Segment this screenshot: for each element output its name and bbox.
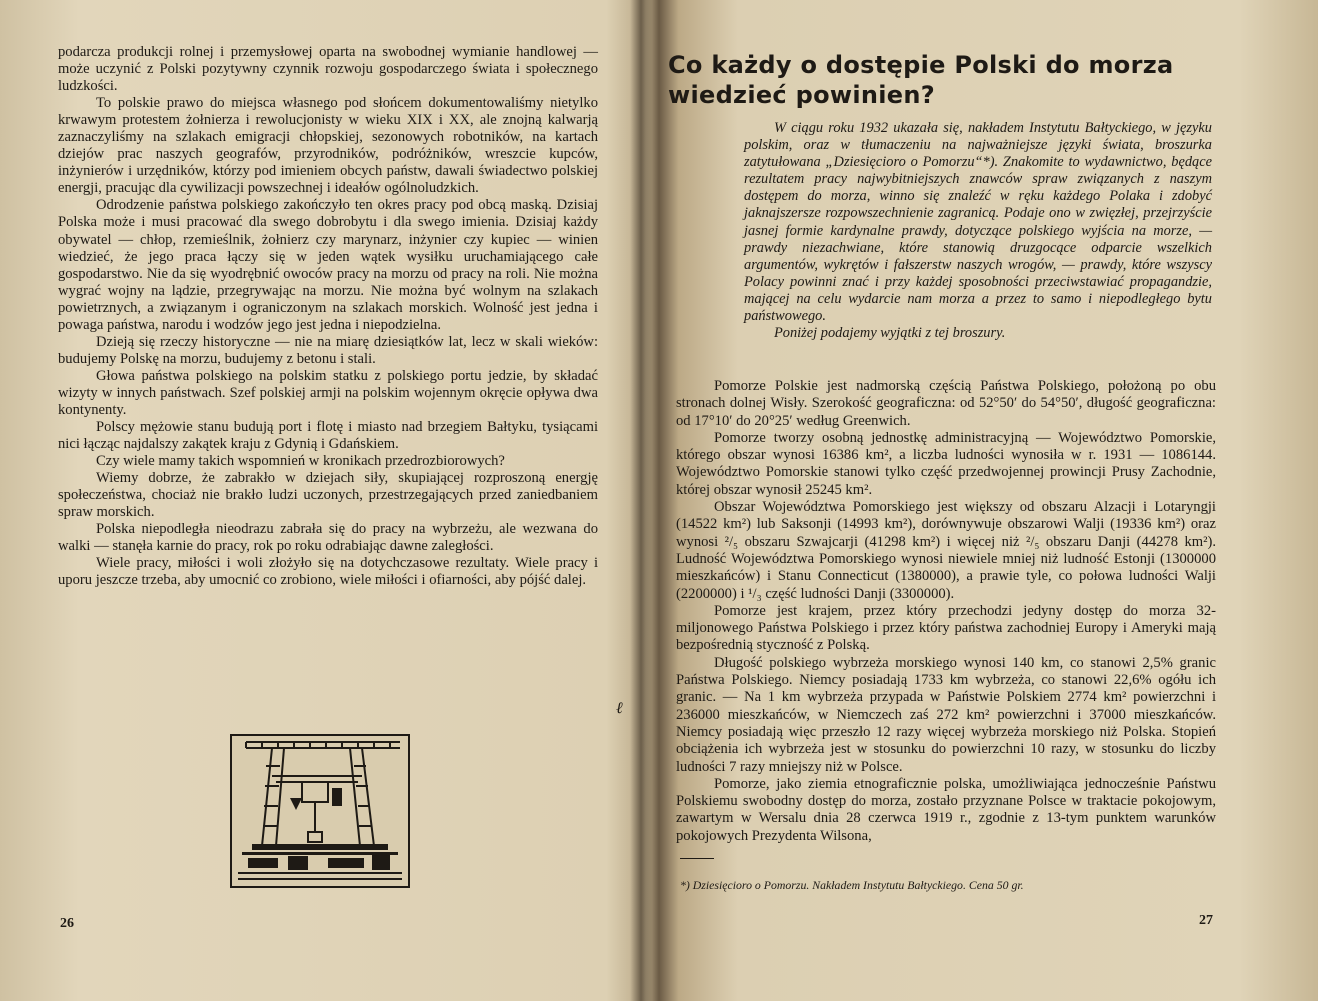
intro-paragraph-2: Poniżej podajemy wyjątki z tej broszury. [774, 325, 1006, 342]
page-title: Co każdy o dostępie Polski do morza wiedzieć powinien? [668, 51, 1174, 109]
intro-text [744, 120, 1212, 342]
left-paragraph-10: Wiele pracy, miłości i woli złożyło się na dotychczasowe rezultaty. Wiele pracy i uporu jeszcze trzeba, aby umocnić co zrobiono, wiele miłości i ofiarności, aby pójść dalej. [58, 555, 598, 589]
left-paragraph-4: Dzieją się rzeczy historyczne — nie na miarę dziesiątków lat, lecz w skali wieków: budujemy Polskę na morzu, budujemy z betonu i stali. [58, 333, 598, 367]
intro-paragraph-1: W ciągu roku 1932 ukazała się, nakładem Instytutu Bałtyckiego, w języku polskim, oraz w tłumaczeniu na najważniejsze języki świata, broszurka zatytułowana „Dziesięcioro o Pomorzu“*). Znakomite to wydawnictwo, będące rezultatem pracy najwybitniejszych znawców spraw związanych z naszym dostępem do morza, winno się znaleźć w ręku każdego Polaka i zdobyć jaknajszersze rozpowszechnienie zagranicą. Podaje ono w zwięzłej, przejrzyście jasnej formie kardynalne prawdy, dotyczące polskiego wyjścia na morze, — prawdy niezachwiane, które stanowią druzgocące odparcie wszelkich argumentów, wykrętów i fałszerstw naszych wrogów, — prawdy, które wszyscy Polacy powinni znać i przy każdej sposobności przeciwstawiać propagandzie, mającej na celu wydarcie nam morza a przez to samo i niepodległego bytu państwowego. [744, 120, 1212, 325]
left-paragraph-8: Wiemy dobrze, że zabrakło w dziejach siły, skupiającej rozproszoną energję społeczeństwa, chociaż nie brakło ludzi uczonych, przestrzegających przed zaniedbaniem spraw morskich. [58, 470, 598, 521]
left-paragraph-5: Głowa państwa polskiego na polskim statku z polskiego portu jedzie, by składać wizyty w innych państwach. Szef polskiej armji na polskim wojennym okręcie opływa dwa kontynenty. [58, 367, 598, 418]
left-paragraph-1: podarcza produkcji rolnej i przemysłowej oparta na swobodnej wymianie handlowej — może uczynić z Polski pozytywny czynnik rozwoju gospodarczego świata i społecznego ludzkości. [58, 44, 598, 95]
left-paragraph-7: Czy wiele mamy takich wspomnień w kronikach przedrozbiorowych? [96, 453, 505, 470]
margin-ink-mark: ℓ [616, 700, 623, 717]
left-page-text [58, 44, 598, 590]
right-paragraph-6: Pomorze, jako ziemia etnograficznie polska, umożliwiająca jednocześnie Państwu Polskiemu swobodny dostęp do morza, zostało przyznane Polsce w traktacie pokojowym, zawartym w Wersalu dnia 28 czerwca 1919 r., zgodnie z 13-tym punktem warunków pokojowych Prezydenta Wilsona, [676, 775, 1216, 844]
right-paragraph-5: Długość polskiego wybrzeża morskiego wynosi 140 km, co stanowi 2,5% granic Państwa Polskiego. Niemcy posiadają 1733 km wybrzeża, co stanowi 22,6% ogółu ich granic. — Na 1 km wybrzeża przypada w Państwie Polskiem 2774 km² powierzchni i 236000 mieszkańców, w Niemczech zaś 272 km² powierzchni i 37000 mieszkańców. Niemcy posiadają więc przeszło 12 razy więcej wybrzeża morskiego niż Polska. Stopień obciążenia ich wybrzeża jest w stosunku do powierzchni 10 razy, w stosunku do liczby ludności 7 razy mniejszy niż w Polsce. [676, 654, 1216, 775]
right-paragraph-3: Obszar Województwa Pomorskiego jest większy od obszaru Alzacji i Lotaryngji (14522 km²) lub Saksonji (14993 km²), dorównywuje obszarowi Walji (19336 km²) oraz wynosi ²/₅ obszaru Szwajcarji (41298 km²) i więcej niż ²/₅ obszaru Danji (44278 km²). Ludność Województwa Pomorskiego wynosi niewiele mniej niż ludność Estonji (1300000 mieszkańców) i Stanu Connecticut (1380000), a prawie tyle, co połowa ludności Walji (2200000) i ¹/₃ część ludności Danji (3300000). [676, 499, 1216, 602]
right-paragraph-2: Pomorze tworzy osobną jednostkę administracyjną — Województwo Pomorskie, którego obszar wynosi 16386 km², a liczba ludności wynosiła w r. 1931 — 1086144. Województwo Pomorskie stanowi tylko część przedwojennej prowincji Prusy Zachodnie, której obszar wynosił 25245 km². [676, 429, 1216, 498]
footnote-rule [680, 858, 714, 859]
right-paragraph-4: Pomorze jest krajem, przez który przechodzi jedyny dostęp do morza 32-miljonowego Państwa Polskiego i przez który państwa zachodniej Europy i Ameryki mają bezpośrednią styczność z Polską. [676, 602, 1216, 654]
left-paragraph-3: Odrodzenie państwa polskiego zakończyło ten okres pracy pod obcą maską. Dzisiaj Polska może i musi pracować dla swego dobrobytu i dla swego imienia. Dzisiaj każdy obywatel — chłop, rzemieślnik, żołnierz czy marynarz, inżynier czy kupiec — winien wiedzieć, że jego praca łączy się w jeden wątek wysiłku uruchamiającego całe gospodarstwo. Nie da się wyodrębnić owoców pracy na morzu od pracy na roli. Nie można wygrać wojny na lądzie, przegrywając na morzu. Nie można być wolnym na szlakach powietrznych, a związanym i ograniczonym na szlakach morskich. Wolność jest jedna i powaga państwa, narodu i wodzów jego jest jedna i niepodzielna. [58, 197, 598, 333]
left-page-number: 26 [60, 916, 74, 931]
right-page-number: 27 [1199, 913, 1213, 928]
left-paragraph-2: To polskie prawo do miejsca własnego pod słońcem dokumentowaliśmy nietylko krwawym protestem żołnierza i rewolucjonisty w wieku XIX i XX, ale znojną kalwarją zaznaczyliśmy na szlakach emigracji chłopskiej, sezonowych robotników, na kartach dziejów prac naszych geografów, przyrodników, podróżników, wreszcie kupców, inżynierów i urzędników, którzy pod imieniem obcych państw, dawali świadectwo polskiej energji, pracując dla cywilizacji powszechnej i ideałów ogólnoludzkich. [58, 95, 598, 197]
right-paragraph-1: Pomorze Polskie jest nadmorską częścią Państwa Polskiego, położoną po obu stronach dolnej Wisły. Szerokość geograficzna: od 52°50′ do 54°50′, długość geograficzna: od 17°10′ do 20°25′ według Greenwich. [676, 378, 1216, 429]
left-paragraph-9: Polska niepodległa nieodrazu zabrała się do pracy na wybrzeżu, ale wezwana do walki — stanęła karnie do pracy, rok po roku odrabiając dawne zaległości. [58, 521, 598, 555]
footnote: *) Dziesięcioro o Pomorzu. Nakładem Instytutu Bałtyckiego. Cena 50 gr. [680, 878, 1024, 892]
port-crane-woodcut-icon [230, 734, 410, 888]
right-page-text [676, 378, 1216, 845]
left-paragraph-6: Polscy mężowie stanu budują port i flotę i miasto nad brzegiem Bałtyku, tysiącami nici łącząc najdalszy zakątek kraju z Gdynią i Gdańskiem. [58, 419, 598, 453]
